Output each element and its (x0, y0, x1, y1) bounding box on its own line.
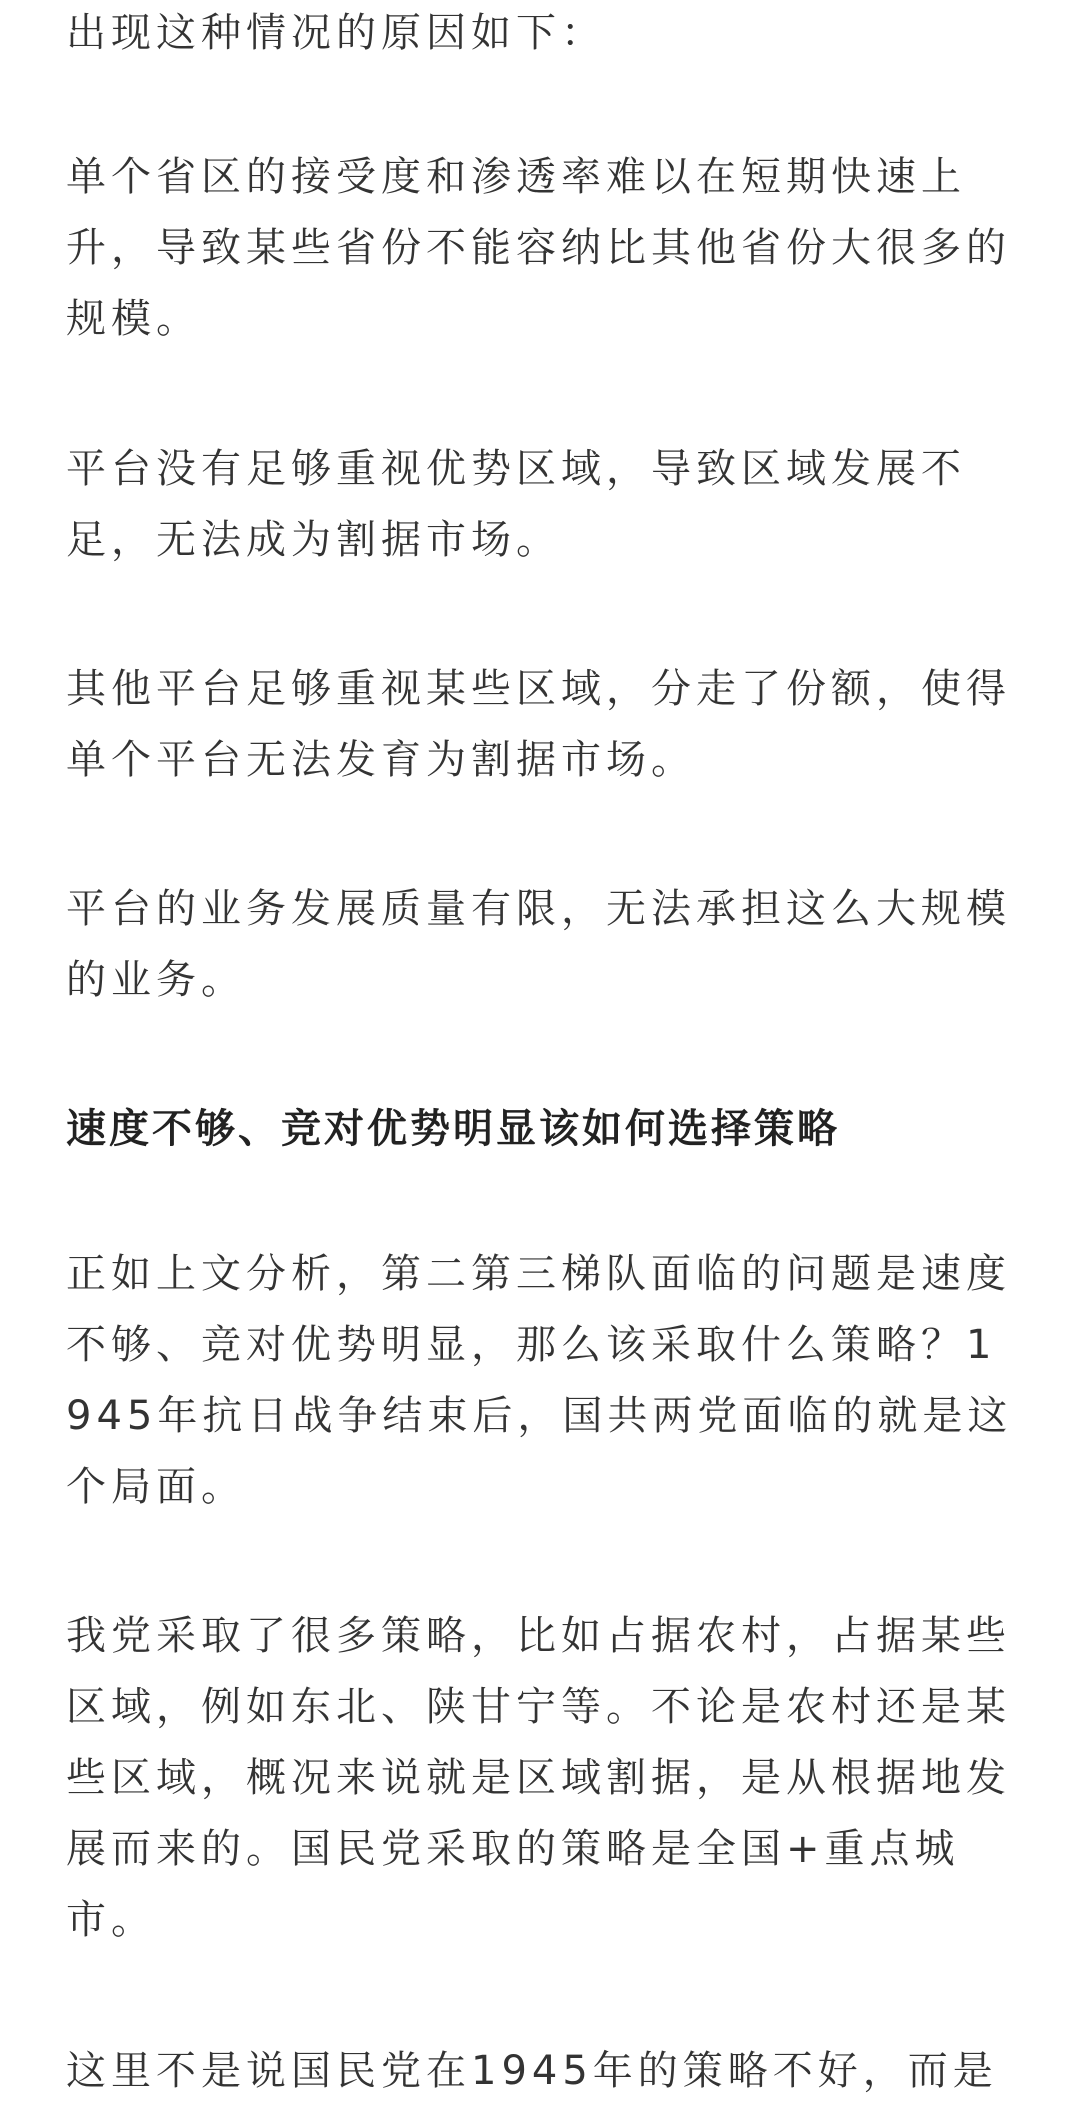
paragraph-conclusion-start: 这里不是说国民党在1945年的策略不好，而是 (66, 2048, 998, 2094)
paragraph-other-platforms: 其他平台足够重视某些区域，分走了份额，使得单个平台无法发育为割据市场。 (66, 666, 1011, 783)
paragraph-party-strategies: 我党采取了很多策略，比如占据农村，占据某些区域，例如东北、陕甘宁等。不论是农村还是某些区域，概况来说就是区域割据，是从根据地发展而来的。国民党采取的策略是全国+重点城市。 (66, 1613, 1011, 1943)
paragraph-1945-situation: 正如上文分析，第二第三梯队面临的问题是速度不够、竞对优势明显，那么该采取什么策略？1945年抗日战争结束后，国共两党面临的就是这个局面。 (66, 1251, 1013, 1510)
paragraph-platform-neglect: 平台没有足够重视优势区域，导致区域发展不足，无法成为割据市场。 (66, 446, 966, 563)
paragraph-province-acceptance: 单个省区的接受度和渗透率难以在短期快速上升，导致某些省份不能容纳比其他省份大很多的规模。 (66, 154, 1011, 342)
paragraph-causes-intro: 出现这种情况的原因如下： (66, 10, 606, 56)
section-heading-strategy: 速度不够、竞对优势明显该如何选择策略 (66, 1106, 840, 1152)
paragraph-business-quality: 平台的业务发展质量有限，无法承担这么大规模的业务。 (66, 886, 1011, 1003)
